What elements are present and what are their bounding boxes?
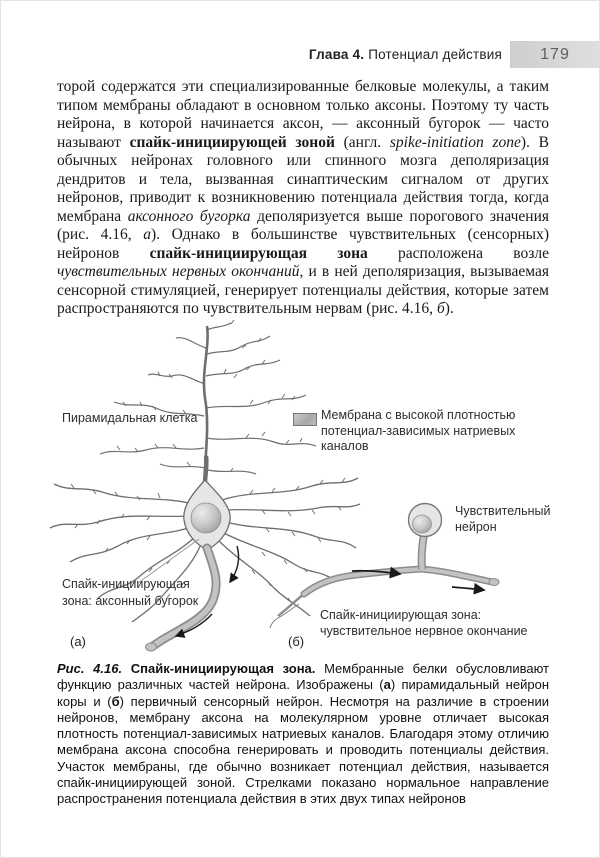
- page-header: [0, 41, 600, 68]
- sensory-neuron-label: Чувствительный нейрон: [455, 504, 551, 534]
- siz-sensory-ending-label: Спайк-инициирующая зона: чувствительное нервное окончание: [320, 608, 528, 638]
- body-paragraph: торой содержатся эти специализированные белковые молекулы, а таким типом мембраны обладают в основном только аксоны. Поэтому ту часть нейрона, в которой начинается аксон, — аксонный бугорок — часто называют спайк-инициирующей зоной (англ. spike-initiation zone). В обычных нейронах головного или спинного мозга деполяризация дендритов и тела, вызванная синаптическим сигналом от других нейронов, приводит к возникновению потенциала действия тогда, когда мембрана аксонного бугорка деполяризуется выше порогового значения (рис. 4.16, а). Однако в большинстве чувствительных (сенсорных) нейронов спайк-инициирующая зона расположена возле чувствительных нервных окончаний, и в ней деполяризация, вызываемая сенсорной стимуляцией, генерирует потенциалы действия, которые затем распространяются по чувствительным нервам (рис. 4.16, б).: [57, 78, 550, 317]
- pyramidal-nucleus: [191, 503, 221, 533]
- legend-swatch: [293, 413, 317, 426]
- legend-text: Мембрана с высокой плотностью потенциал-зависимых натриевых каналов: [321, 408, 516, 453]
- figure-caption: Рис. 4.16. Спайк-инициирующая зона. Мембранные белки обусловливают функцию различных частей нейрона. Изображены (а) пирамидальный нейрон коры и (б) первичный сенсорный нейрон. Несмотря на различие в строении нейронов, мембрану аксона на молекулярном уровне отличает высокая плотность потенциал-зависимых натриевых каналов. Благодаря этому отличию мембрана аксона способна генерировать и проводить потенциалы действия. Участок мембраны, где обычно возникает потенциал действия, называется спайк-инициирующей зоной. Стрелками показано нормальное направление распространения потенциала действия в этих двух типах нейронов: [57, 661, 550, 807]
- chapter-number: Глава 4.: [308, 47, 365, 62]
- panel-b-letter: (б): [288, 634, 305, 649]
- pyramidal-cell-label: Пирамидальная клетка: [62, 411, 198, 425]
- page-number-box: [510, 41, 600, 68]
- figure-4-16: [0, 320, 600, 658]
- page-number: 179: [540, 45, 570, 63]
- brace-sensory-ending: [270, 604, 299, 628]
- panel-a-letter: (а): [70, 634, 86, 649]
- sensory-nucleus: [413, 515, 432, 533]
- running-head: [309, 47, 502, 62]
- siz-axon-hillock-label: Спайк-инициирующая зона: аксонный бугорок: [62, 577, 199, 608]
- chapter-title: Потенциал действия: [368, 47, 502, 62]
